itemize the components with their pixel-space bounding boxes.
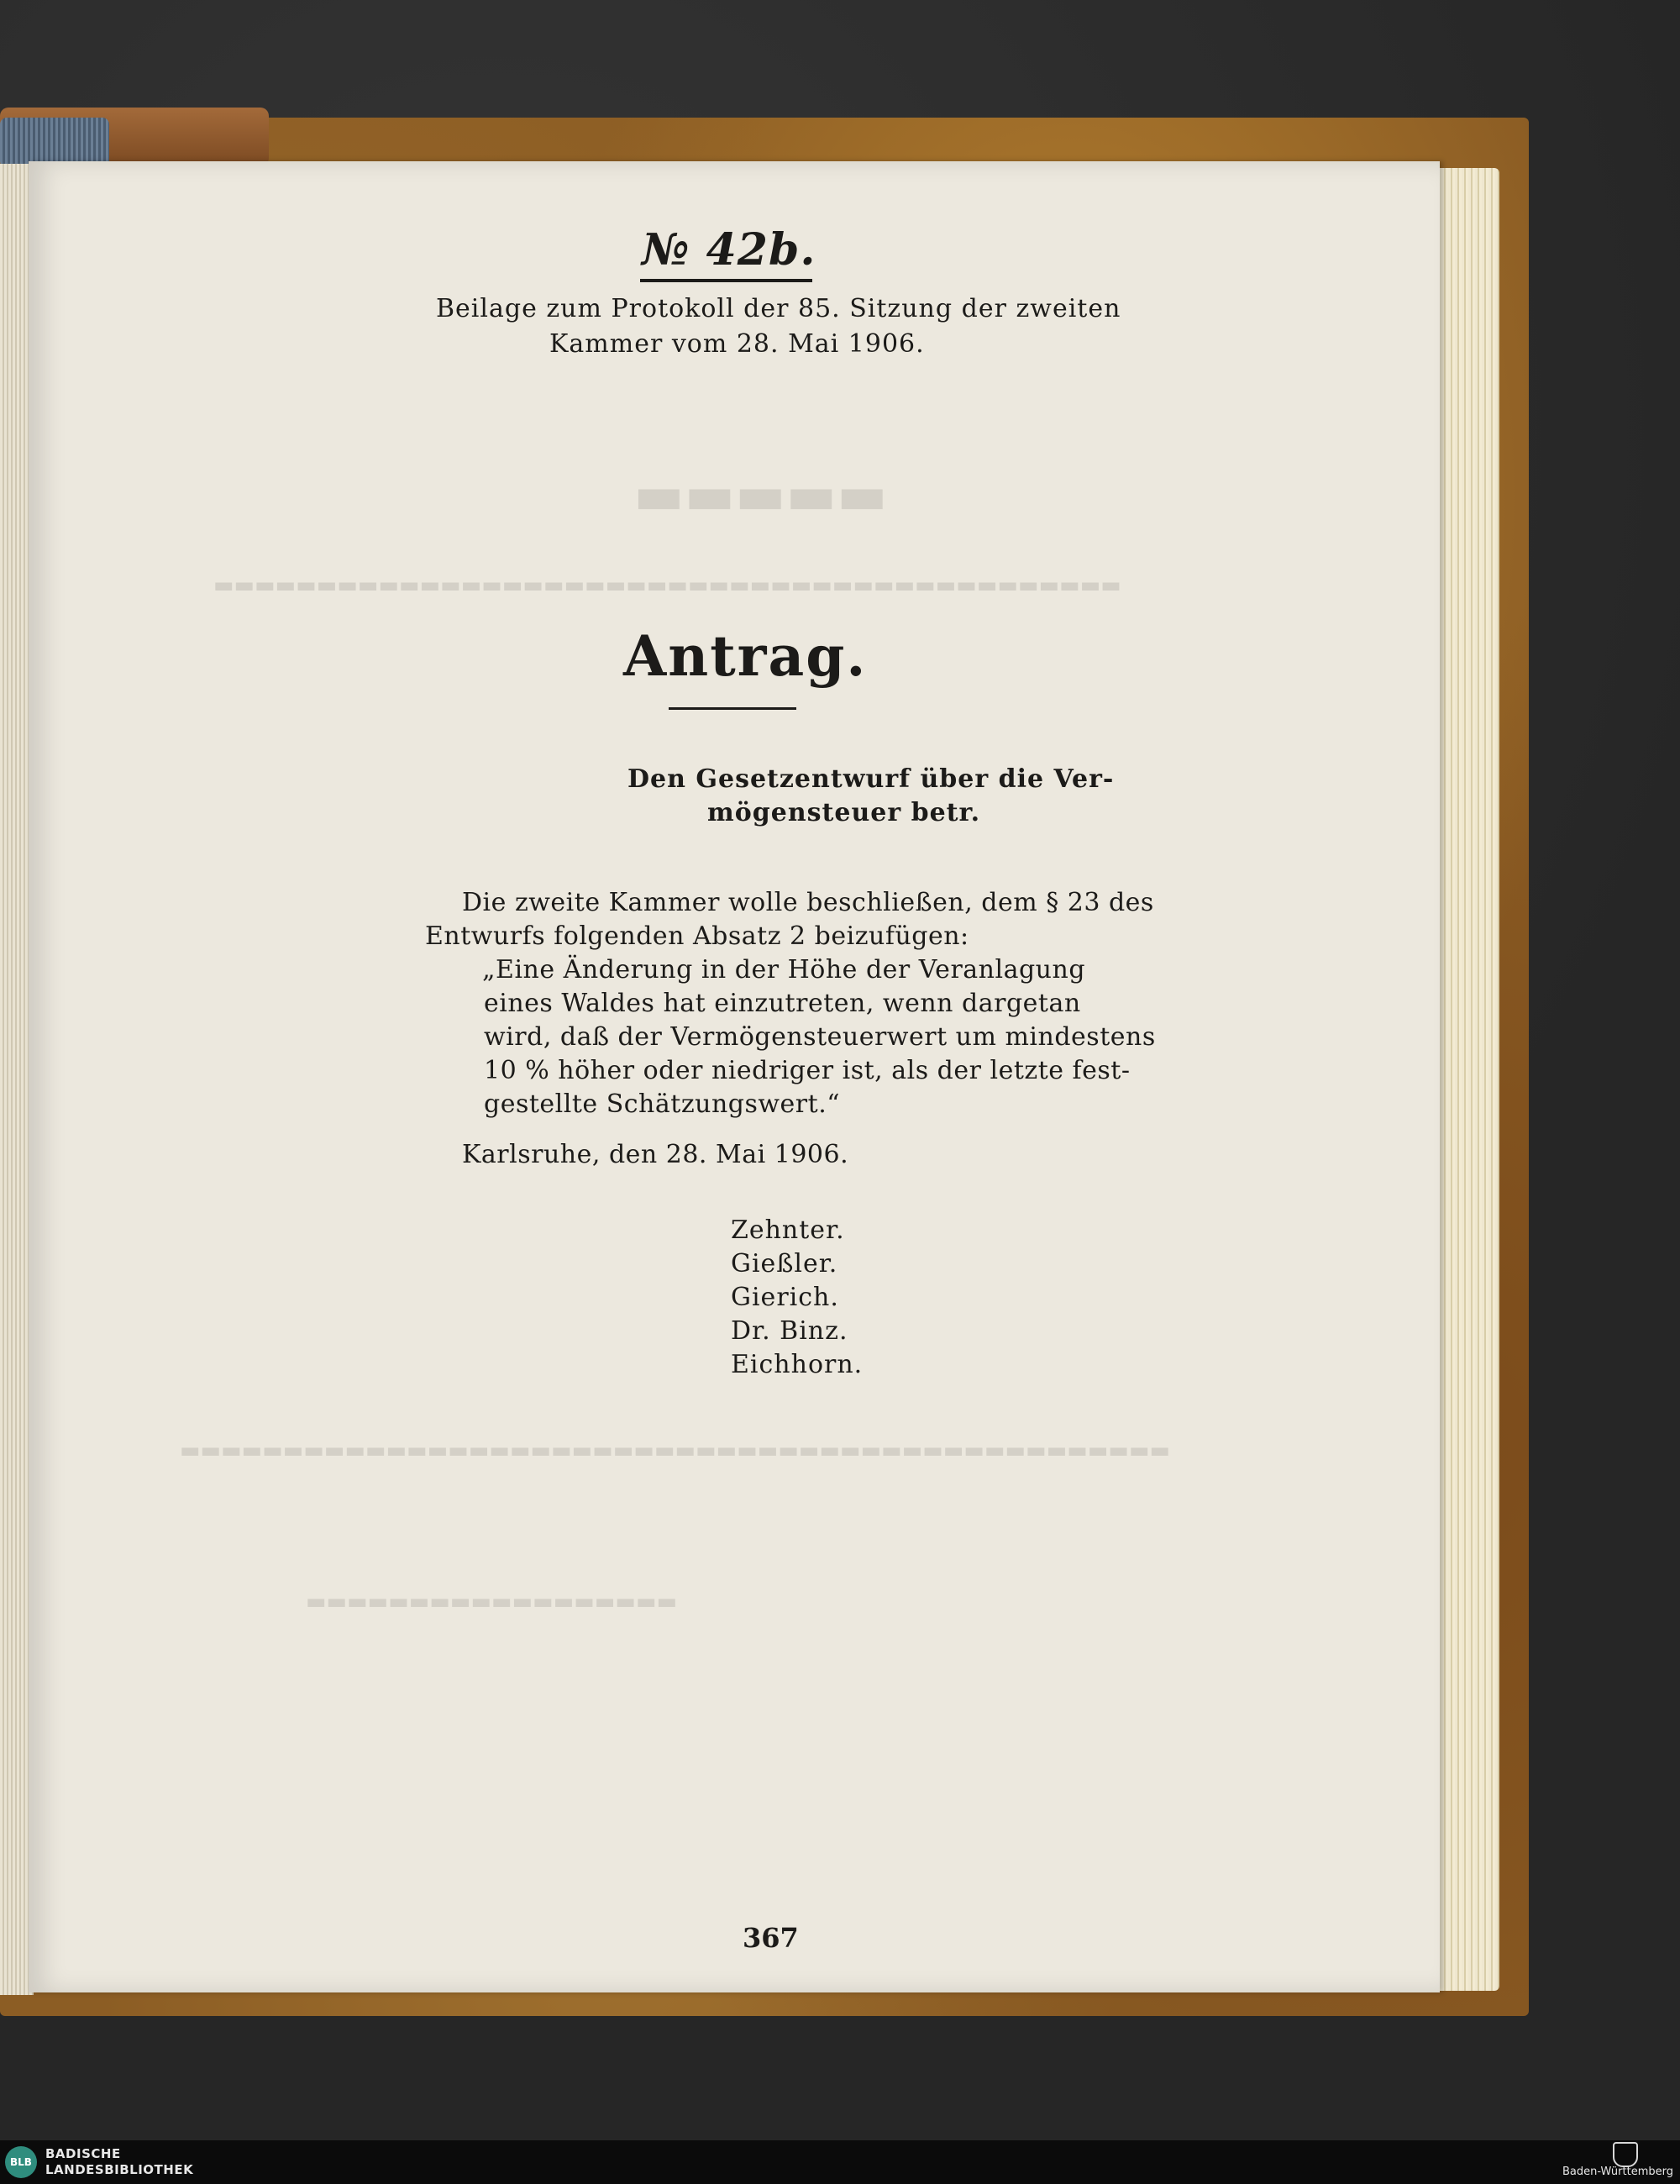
page-number: 367 — [743, 1922, 799, 1954]
beilage-line-2: Kammer vom 28. Mai 1906. — [549, 329, 925, 359]
body-line: Entwurfs folgenden Absatz 2 beizufügen: — [425, 921, 969, 951]
body-line: 10 % höher oder niedriger ist, als der letzte fest- — [484, 1056, 1131, 1085]
library-name-line-2: LANDESBIBLIOTHEK — [45, 2162, 194, 2177]
heading-rule — [669, 707, 796, 710]
document-page — [29, 161, 1440, 1992]
blb-logo-icon: BLB — [5, 2146, 37, 2178]
signatory: Gießler. — [731, 1249, 838, 1278]
body-line: Die zweite Kammer wolle beschließen, dem § 23 des — [462, 888, 1154, 917]
signatory: Gierich. — [731, 1283, 839, 1312]
signatory: Eichhorn. — [731, 1350, 864, 1379]
body-line: eines Waldes hat einzutreten, wenn dargetan — [484, 989, 1081, 1018]
body-line: gestellte Schätzungswert.“ — [484, 1089, 841, 1119]
spine-headband — [0, 118, 109, 168]
library-name-line-1: BADISCHE — [45, 2146, 121, 2161]
body-line: wird, daß der Vermögensteuerwert um mindestens — [484, 1022, 1156, 1052]
body-line: „Eine Änderung in der Höhe der Veranlagung — [482, 955, 1086, 984]
number-underline — [640, 279, 812, 282]
document-number: № 42b. — [642, 224, 816, 276]
viewer-footer — [0, 2140, 1680, 2184]
state-crest-icon — [1613, 2142, 1638, 2167]
subject-line-1: Den Gesetzentwurf über die Ver- — [627, 764, 1115, 794]
state-label: Baden-Württemberg — [1562, 2166, 1673, 2178]
subject-line-2: mögensteuer betr. — [707, 798, 981, 827]
signatory: Dr. Binz. — [731, 1316, 848, 1346]
show-through-text: ▬▬▬▬▬▬▬▬▬▬▬▬▬▬▬▬▬▬▬▬▬▬▬▬▬▬▬▬▬▬▬▬▬▬▬▬▬▬▬▬▬▬▬▬ — [213, 573, 1121, 598]
beilage-line-1: Beilage zum Protokoll der 85. Sitzung der zweiten — [436, 294, 1121, 323]
place-date: Karlsruhe, den 28. Mai 1906. — [462, 1140, 849, 1169]
signatory: Zehnter. — [731, 1215, 845, 1245]
heading-antrag: Antrag. — [623, 623, 868, 689]
show-through-heading: ▬▬▬▬▬ — [633, 464, 888, 527]
show-through-text: ▬▬▬▬▬▬▬▬▬▬▬▬▬▬▬▬▬▬▬▬▬▬▬▬▬▬▬▬▬▬▬▬▬▬▬▬▬▬▬▬▬▬▬▬▬▬▬▬ — [180, 1438, 1171, 1463]
show-through-text: ▬▬▬▬▬▬▬▬▬▬▬▬▬▬▬▬▬▬ — [306, 1589, 678, 1614]
